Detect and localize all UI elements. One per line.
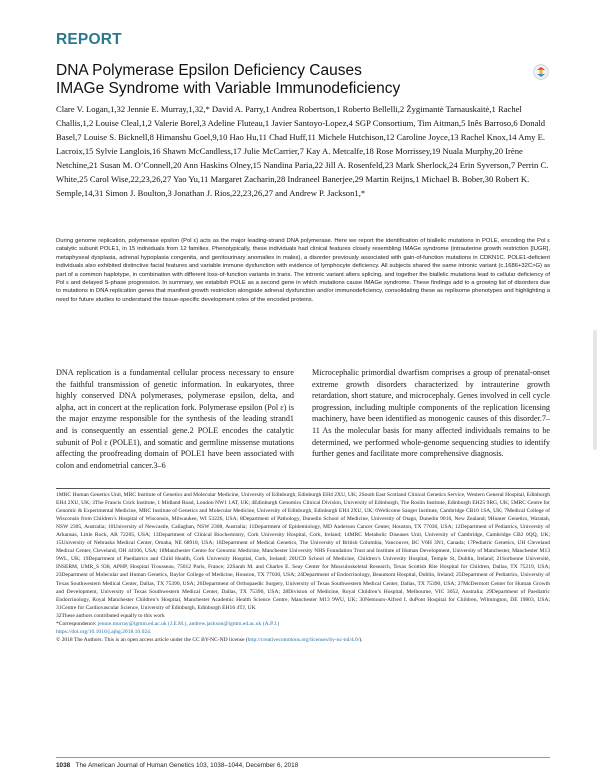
- scrollbar-thumb[interactable]: [593, 330, 597, 450]
- license-line: [56, 636, 550, 644]
- license-prefix: © 2018 The Authors. This is an open access article under the CC BY-NC-ND license (: [56, 636, 248, 643]
- footnote-divider: [56, 488, 550, 489]
- equal-contribution-note: 32These authors contributed equally to this work: [56, 612, 165, 619]
- abstract: During genome replication, polymerase epsilon (Pol ε) acts as the major leading-strand DNA polymerase. Here we report the identification of biallelic mutations in POLE, encoding the Pol ε catalytic subunit POLE1, in 15 individuals from 12 families. Phenotypically, these individuals had clinical features closely resembling IMAGe syndrome (intrauterine growth restriction [IUGR], metaphyseal dysplasia, adrenal hypoplasia congenita, and genitourinary anomalies in males), a disorder previously associated with gain-of-function mutations in CDKN1C. POLE1-deficient individuals also exhibited distinctive facial features and variable immune dysfunction with evidence of lymphocyte deficiency. All subjects shared the same intronic variant (c.1686+32C>G) as part of a common haplotype, in combination with different loss-of-function variants in trans. The intronic variant alters splicing, and together the biallelic mutations lead to cellular deficiency of Pol ε and delayed S-phase progression. In summary, we establish POLE as a second gene in which mutations cause IMAGe syndrome. These findings add to a growing list of disorders due to mutations in DNA replication genes that manifest growth restriction alongside adrenal dysfunction and/or immunodeficiency, consolidating these as replisome phenotypes and highlighting a need for future studies to understand the tissue-specific development roles of the encoded proteins.: [56, 238, 550, 303]
- body-column-left: DNA replication is a fundamental cellular process necessary to ensure the faithful transmission of genetic information. In eukaryotes, three highly conserved DNA polymerases, polymerase epsilon, delta, and alpha, act in concert at the replication fork. Polymerase epsilon (Pol ε) is the major enzyme responsible for the synthesis of the leading strand1 and is consequently an essential gene.2 POLE encodes the catalytic subunit of Pol ε (POLE1), and somatic and germline missense mutations affecting the proofreading domain of POLE1 have been associated with colon and endometrial cancer.3–6: [56, 368, 294, 470]
- journal-citation: The American Journal of Human Genetics 103, 1038–1044, December 6, 2018: [75, 762, 299, 769]
- license-suffix: ).: [359, 636, 363, 643]
- page-footer: [56, 762, 550, 769]
- footer-divider: [56, 757, 550, 758]
- scrollbar-track[interactable]: [586, 0, 600, 779]
- correspondence-emails[interactable]: jennie.murray@igmm.ed.ac.uk (J.E.M.), andrew.jackson@igmm.ed.ac.uk (A.P.J.): [97, 620, 280, 627]
- article-title: [56, 62, 556, 98]
- footnotes: [56, 491, 550, 644]
- body-column-right: Microcephalic primordial dwarfism comprises a group of prenatal-onset extreme growth disorders characterized by intrauterine growth retardation, short stature, and microcephaly. Genes involved in cell cycle progression, including multiple components of the replication licensing machinery, have been identified as monogenic causes of this disorder.7–11 As the molecular basis for many affected individuals remains to be determined, we performed whole-genome sequencing studies to identify further genes and facilitate more comprehensive diagnosis.: [312, 368, 550, 459]
- section-label: REPORT: [56, 31, 122, 48]
- affiliations: 1MRC Human Genetics Unit, MRC Institute of Genetics and Molecular Medicine, University of Edinburgh, Edinburgh EH4 2XU, UK; 2South East Scotland Clinical Genetics Service, Western General Hospital, Edinburgh EH4 2XU, UK; 3The Francis Crick Institute, 1 Midland Road, London NW1 1AT, UK; 4Edinburgh Genomics Clinical Division, University of Edinburgh, The Roslin Institute, Edinburgh EH25 9RG, UK; 5MRC Centre for Genomic & Experimental Medicine, MRC Institute of Genetics and Molecular Medicine, University of Edinburgh, Edinburgh EH4 2XU, UK; 6Wellcome Sanger Institute, Cambridge CB10 1SA, UK; 7Medical College of Wisconsin from Children’s Hospital of Wisconsin, Milwaukee, WI 53226, USA; 8Department of Pathology, Dunedin School of Medicine, University of Otago, Dunedin 9016, New Zealand; 9Hunter Genetics, Waratah, NSW 2305, Australia; 10University of Newcastle, Callaghan, NSW 2308, Australia; 11Department of Epidemiology, MD Anderson Cancer Center, Houston, TX 77030, USA; 12Department of Pediatrics, University of Arkansas, Little Rock, AR 72205, USA; 13Department of Clinical Biochemistry, Cork University Hospital, Cork, Ireland; 14MRC Metabolic Diseases Unit, University of Cambridge, Cambridge CB2 0QQ, UK; 15University of Nebraska Medical Center, Omaha, NE 68918, USA; 16Department of Medical Genetics, The University of British Columbia, Vancouver, BC V6H 3N1, Canada; 17Pediatric Genetics, UH Cleveland Medical Center, Cleveland, OH 44106, USA; 18Manchester Centre for Genomic Medicine, Manchester University NHS Foundation Trust and Institute of Human Development, University of Manchester, Manchester M13 9WL, UK; 19Department of Paediatrics and Child Health, Cork University Hospital, Cork, Ireland; 20UCD School of Medicine, Children’s University Hospital, Temple St, Dublin, Ireland; 21Sorbonne Université, INSERM, UMR_S 938, APHP, Hospital Trousseau, 75012 Paris, France; 22Sarah M. and Charles E. Seay Center for Musculoskeletal Research, Texas Scottish Rite Hospital for Children, Dallas, TX 75219, USA; 23Department of Molecular and Human Genetics, Baylor College of Medicine, Houston, TX 77030, USA; 24Department of Endocrinology, Beaumont Hospital, Dublin, Ireland; 25Department of Pediatrics, University of Texas Southwestern Medical Center, Dallas, TX 75390, USA; 26Department of Orthopaedic Surgery, University of Texas Southwestern Medical Center, Dallas, TX 75390, USA; 27McDermott Center for Human Growth and Development, University of Texas Southwestern Medical Center, Dallas, TX 75390, USA; 28Division of Medicine, Royal Children’s Hospital, Melbourne, VIC 3052, Australia; 29Department of Paediatric Endocrinology, Royal Manchester Children’s Hospital, Manchester Academic Health Science Centre, Manchester M13 9WU, UK; 30Nemours-Alfred I. duPont Hospital for Children, Wilmington, DE 19803, USA; 31Centre for Cardiovascular Science, University of Edinburgh, Edinburgh EH16 4TJ, UK: [56, 492, 550, 611]
- author-list: Clare V. Logan,1,32 Jennie E. Murray,1,32,* David A. Parry,1 Andrea Robertson,1 Roberto Bellelli,2 Žygimantė Tarnauskaitė,1 Rachel Challis,1,2 Louise Cleal,1,2 Valerie Borel,3 Adeline Fluteau,1 Javier Santoyo-Lopez,4 SGP Consortium, Tim Aitman,5 Inês Barroso,6 Donald Basel,7 Louise S. Bicknell,8 Himanshu Goel,9,10 Hao Hu,11 Chad Huff,11 Michele Hutchison,12 Caroline Joyce,13 Rachel Knox,14 Amy E. Lacroix,15 Sylvie Langlois,16 Shawn McCandless,17 Julie McCarrier,7 Kay A. Metcalfe,18 Rose Morrissey,19 Nuala Murphy,20 Irène Netchine,21 Susan M. O’Connell,20 Ann Haskins Olney,15 Nandina Paria,22 Jill A. Rosenfeld,23 Mark Sherlock,24 Erin Syverson,7 Perrin C. White,25 Carol Wise,22,23,26,27 Yao Yu,11 Margaret Zacharin,28 Indraneel Banerjee,29 Martin Reijns,1 Michael B. Bober,30 Robert K. Semple,14,31 Simon J. Boulton,3 Jonathan J. Rios,22,23,26,27 and Andrew P. Jackson1,*: [56, 104, 549, 198]
- doi-line: [56, 628, 550, 636]
- title-line-2: IMAGe Syndrome with Variable Immunodeficiency: [56, 80, 401, 97]
- doi-link[interactable]: https://doi.org/10.1016/j.ajhg.2018.10.024.: [56, 628, 152, 635]
- correspondence: [56, 620, 550, 628]
- page-number: 1038: [56, 762, 71, 769]
- license-link[interactable]: http://creativecommons.org/licenses/by-nc-nd/4.0/: [247, 636, 360, 643]
- title-line-1: DNA Polymerase Epsilon Deficiency Causes: [56, 62, 362, 79]
- correspondence-label: *Correspondence:: [56, 620, 98, 627]
